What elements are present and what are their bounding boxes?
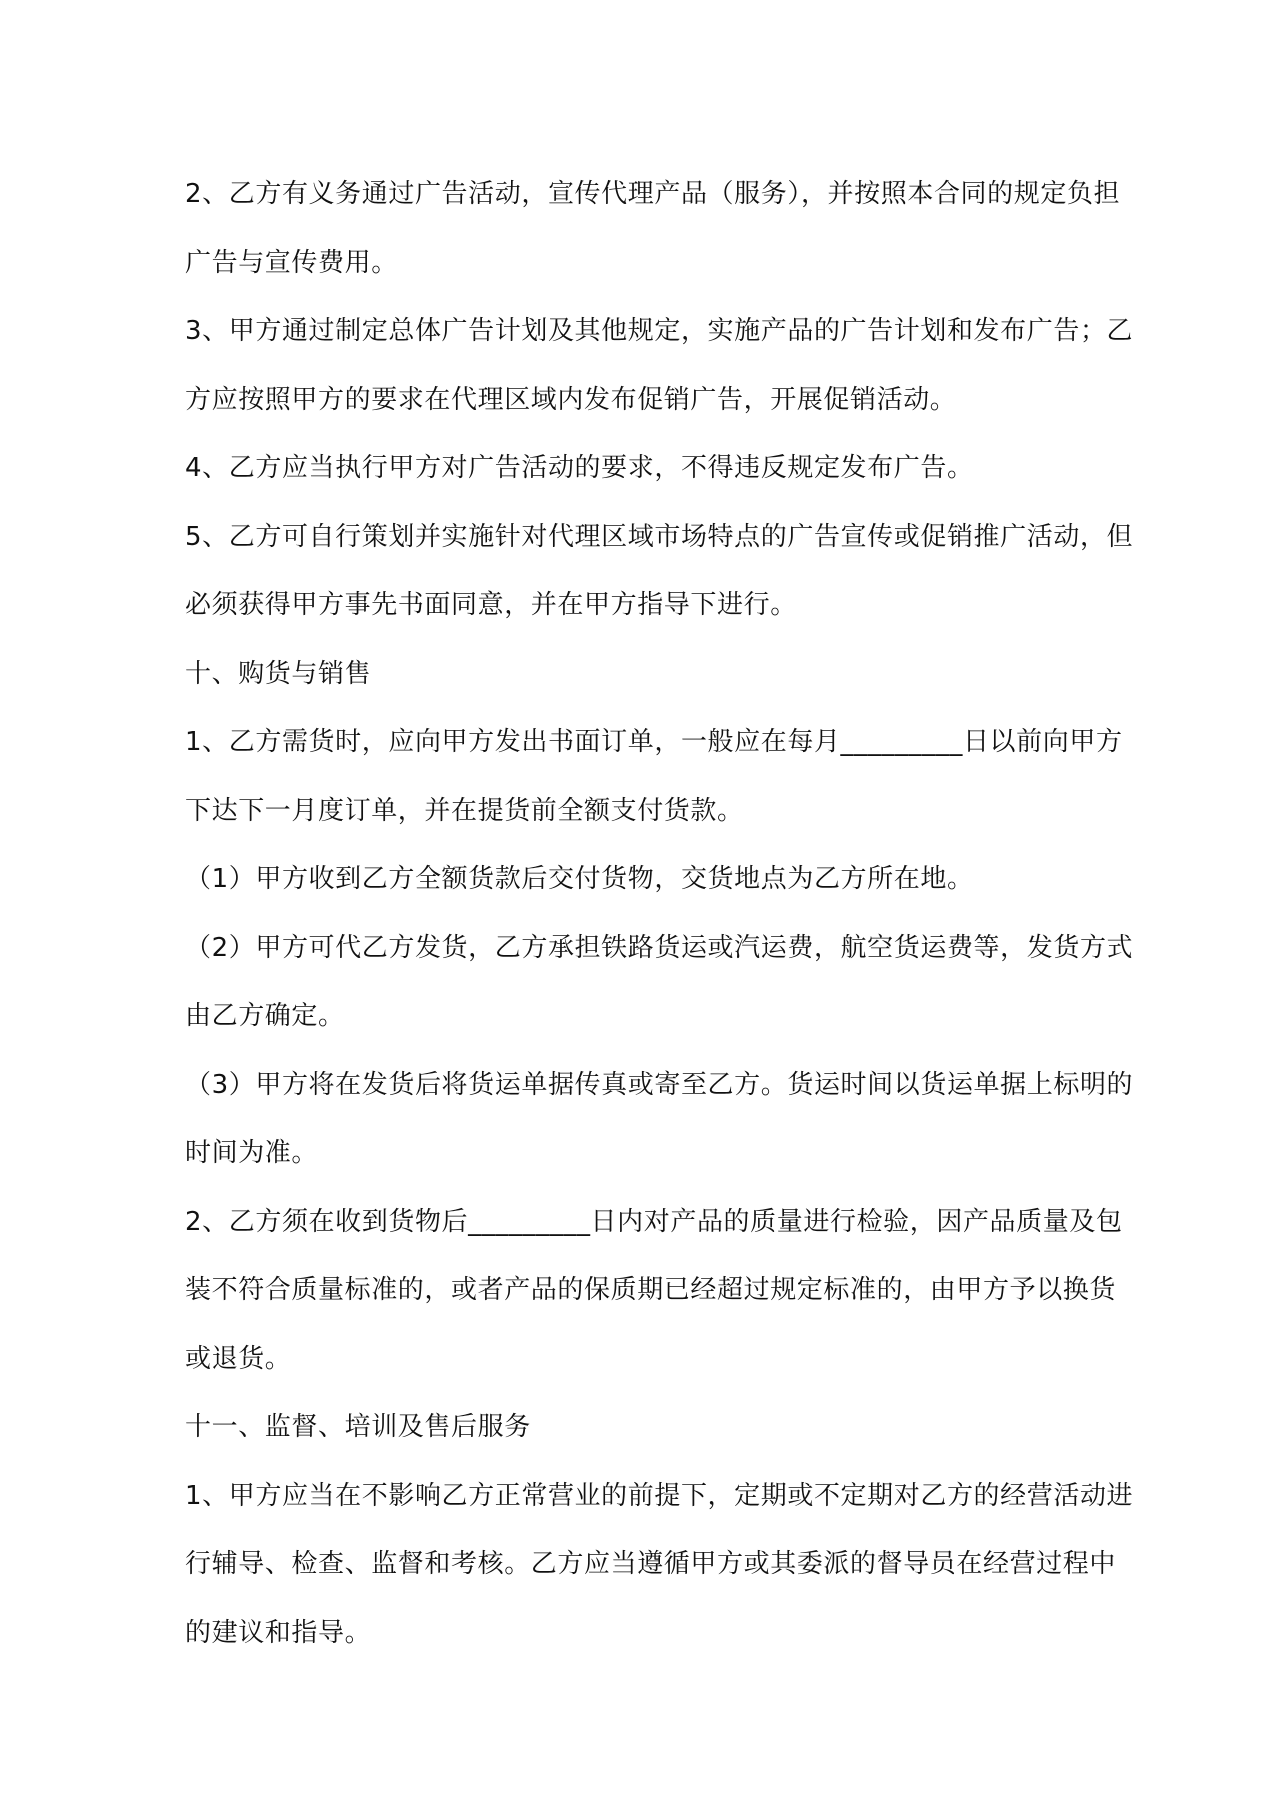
text-line: 必须获得甲方事先书面同意，并在甲方指导下进行。 [185,590,797,620]
text-line: 3、甲方通过制定总体广告计划及其他规定，实施产品的广告计划和发布广告；乙 [185,316,1134,346]
text-line: 装不符合质量标准的，或者产品的保质期已经超过规定标准的，由甲方予以换货 [185,1275,1117,1305]
paragraph-order [185,708,1123,845]
text-line: 行辅导、检查、监督和考核。乙方应当遵循甲方或其委派的督导员在经营过程中 [185,1549,1117,1579]
paragraph-delivery-location [185,845,1110,914]
section-heading: 十、购货与销售 [185,658,372,689]
text-line: 1、乙方需货时，应向甲方发出书面订单，一般应在每月_________日以前向甲方 [185,727,1123,757]
text-line: 的建议和指导。 [185,1617,372,1648]
section-heading-purchase-sales [185,640,1110,709]
text-line: 1、甲方应当在不影响乙方正常营业的前提下，定期或不定期对乙方的经营活动进 [185,1480,1134,1511]
text-line: 5、乙方可自行策划并实施针对代理区域市场特点的广告宣传或促销推广活动，但 [185,521,1134,552]
text-line: 下达下一月度订单，并在提货前全额支付货款。 [185,795,744,826]
text-line: 广告与宣传费用。 [185,247,398,278]
paragraph-supervision [185,1462,1134,1668]
paragraph-self-promotion [185,503,1134,640]
paragraph-inspection [185,1188,1123,1394]
paragraph-advertising-obligation [185,160,1121,297]
section-heading-supervision [185,1393,1110,1462]
text-line: （1）甲方收到乙方全额货款后交付货物，交货地点为乙方所在地。 [185,864,974,894]
paragraph-shipping-documents [185,1051,1134,1188]
section-heading: 十一、监督、培训及售后服务 [185,1412,531,1442]
text-line: 2、乙方有义务通过广告活动，宣传代理产品（服务），并按照本合同的规定负担 [185,179,1121,209]
text-line: （2）甲方可代乙方发货，乙方承担铁路货运或汽运费，航空货运费等，发货方式 [185,932,1134,963]
text-line: 4、乙方应当执行甲方对广告活动的要求，不得违反规定发布广告。 [185,453,974,483]
paragraph-advertising-plan [185,297,1134,434]
text-line: 由乙方确定。 [185,1001,345,1031]
text-line: 或退货。 [185,1343,292,1374]
text-line: 方应按照甲方的要求在代理区域内发布促销广告，开展促销活动。 [185,384,957,415]
text-line: 时间为准。 [185,1138,319,1168]
paragraph-advertising-requirements [185,434,1110,503]
text-line: （3）甲方将在发货后将货运单据传真或寄至乙方。货运时间以货运单据上标明的 [185,1069,1134,1100]
paragraph-shipping [185,914,1134,1051]
text-line: 2、乙方须在收到货物后_________日内对产品的质量进行检验，因产品质量及包 [185,1206,1123,1237]
document-body [185,160,1134,1667]
